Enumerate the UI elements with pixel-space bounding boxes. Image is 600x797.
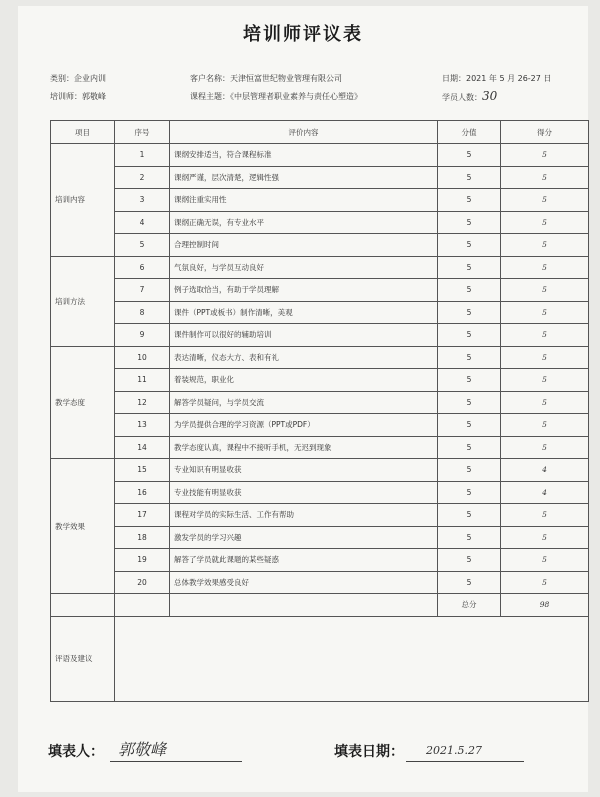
total-label: 总分 [438,594,501,617]
row-score: 5 [501,279,589,302]
row-number: 11 [115,369,170,392]
client-name-text: 客户名称：天津恒富世纪物业管理有限公司 [190,74,342,83]
row-content: 课纲严谨，层次清楚，逻辑性强 [170,166,438,189]
category-cell: 培训内容 [51,144,115,257]
row-score: 5 [501,414,589,437]
row-score: 5 [501,211,589,234]
evaluation-table [50,120,589,702]
row-content: 激发学员的学习兴趣 [170,526,438,549]
row-max-score: 5 [438,504,501,527]
row-max-score: 5 [438,144,501,167]
comments-field [115,616,589,701]
row-number: 17 [115,504,170,527]
row-number: 20 [115,571,170,594]
row-score: 5 [501,166,589,189]
fill-date-line [406,761,524,762]
table-row [51,526,589,549]
row-max-score: 5 [438,549,501,572]
table-row [51,346,589,369]
table-row [51,549,589,572]
table-row [51,279,589,302]
table-header-row [51,121,589,144]
row-content: 课纲正确无误，有专业水平 [170,211,438,234]
row-content: 教学态度认真，课程中不接听手机，无迟到现象 [170,436,438,459]
trainer-label: 培训师： [50,92,82,101]
row-score: 5 [501,526,589,549]
date-text: 日期：2021 年 5 月 26-27 日 [442,74,552,83]
form-title: 培训师评议表 [243,24,363,45]
row-max-score: 5 [438,571,501,594]
category-cell: 教学效果 [51,459,115,594]
row-number: 9 [115,324,170,347]
row-max-score: 5 [438,234,501,257]
header-content: 评价内容 [170,121,438,144]
student-count-field [442,89,497,103]
row-number: 16 [115,481,170,504]
category-text: 类别：企业内训 [50,74,106,83]
row-max-score: 5 [438,436,501,459]
row-content: 专业技能有明显收获 [170,481,438,504]
comments-row [51,616,589,701]
row-max-score: 5 [438,526,501,549]
table-row [51,324,589,347]
row-number: 12 [115,391,170,414]
row-number: 15 [115,459,170,482]
row-score: 5 [501,369,589,392]
row-max-score: 5 [438,324,501,347]
row-number: 18 [115,526,170,549]
table-row [51,256,589,279]
course-topic-text: 课程主题：《中层管理者职业素养与责任心塑造》 [190,92,362,101]
row-max-score: 5 [438,301,501,324]
row-number: 6 [115,256,170,279]
header-item: 项目 [51,121,115,144]
total-row [51,594,589,617]
filler-signature: 郭敬峰 [118,740,167,759]
table-row [51,504,589,527]
row-max-score: 5 [438,166,501,189]
row-content: 课纲安排适当，符合课程标准 [170,144,438,167]
student-count-value: 30 [482,89,498,103]
row-max-score: 5 [438,256,501,279]
row-score: 5 [501,549,589,572]
row-number: 10 [115,346,170,369]
row-number: 7 [115,279,170,302]
row-score: 4 [501,481,589,504]
row-max-score: 5 [438,211,501,234]
fill-date-value: 2021.5.27 [426,744,482,757]
row-number: 14 [115,436,170,459]
row-content: 气氛良好，与学员互动良好 [170,256,438,279]
row-content: 总体教学效果感受良好 [170,571,438,594]
row-max-score: 5 [438,459,501,482]
row-score: 5 [501,324,589,347]
row-number: 4 [115,211,170,234]
row-content: 课程对学员的实际生活、工作有帮助 [170,504,438,527]
row-max-score: 5 [438,481,501,504]
table-row [51,459,589,482]
row-content: 课纲注重实用性 [170,189,438,212]
row-max-score: 5 [438,279,501,302]
row-content: 例子选取恰当，有助于学员理解 [170,279,438,302]
row-number: 8 [115,301,170,324]
row-score: 5 [501,391,589,414]
row-score: 5 [501,144,589,167]
table-row [51,144,589,167]
table-row [51,481,589,504]
fill-date-label: 填表日期： [334,744,404,760]
row-max-score: 5 [438,391,501,414]
row-number: 3 [115,189,170,212]
table-row [51,234,589,257]
table-row [51,166,589,189]
trainer-name: 郭敬峰 [82,92,106,101]
table-row [51,571,589,594]
row-score: 4 [501,459,589,482]
header-max-score: 分值 [438,121,501,144]
row-max-score: 5 [438,346,501,369]
category-cell: 培训方法 [51,256,115,346]
row-max-score: 5 [438,189,501,212]
row-score: 5 [501,256,589,279]
header-score: 得分 [501,121,589,144]
student-count-label: 学员人数： [442,93,482,102]
row-score: 5 [501,234,589,257]
row-content: 课件（PPT或板书）制作清晰，美观 [170,301,438,324]
table-row [51,189,589,212]
row-number: 2 [115,166,170,189]
evaluation-form [18,6,588,792]
row-number: 19 [115,549,170,572]
filler-label: 填表人： [48,744,104,760]
total-score: 98 [501,594,589,617]
row-score: 5 [501,346,589,369]
row-content: 合理控制时间 [170,234,438,257]
row-content: 为学员提供合理的学习资源（PPT或PDF） [170,414,438,437]
row-score: 5 [501,189,589,212]
row-number: 13 [115,414,170,437]
category-cell: 教学态度 [51,346,115,459]
filler-line [110,761,242,762]
row-content: 着装规范，职业化 [170,369,438,392]
row-content: 解答了学员就此课题的某些疑惑 [170,549,438,572]
trainer-field [50,91,106,102]
row-max-score: 5 [438,414,501,437]
row-content: 课件制作可以很好的辅助培训 [170,324,438,347]
header-number: 序号 [115,121,170,144]
row-max-score: 5 [438,369,501,392]
table-row [51,211,589,234]
table-row [51,369,589,392]
table-row [51,391,589,414]
row-content: 表达清晰，仪态大方、表和有礼 [170,346,438,369]
row-score: 5 [501,301,589,324]
table-row [51,414,589,437]
table-row [51,436,589,459]
comments-label: 评语及建议 [51,616,115,701]
row-score: 5 [501,436,589,459]
row-score: 5 [501,571,589,594]
row-content: 专业知识有明显收获 [170,459,438,482]
row-content: 解答学员疑问，与学员交流 [170,391,438,414]
row-number: 1 [115,144,170,167]
row-score: 5 [501,504,589,527]
row-number: 5 [115,234,170,257]
table-row [51,301,589,324]
